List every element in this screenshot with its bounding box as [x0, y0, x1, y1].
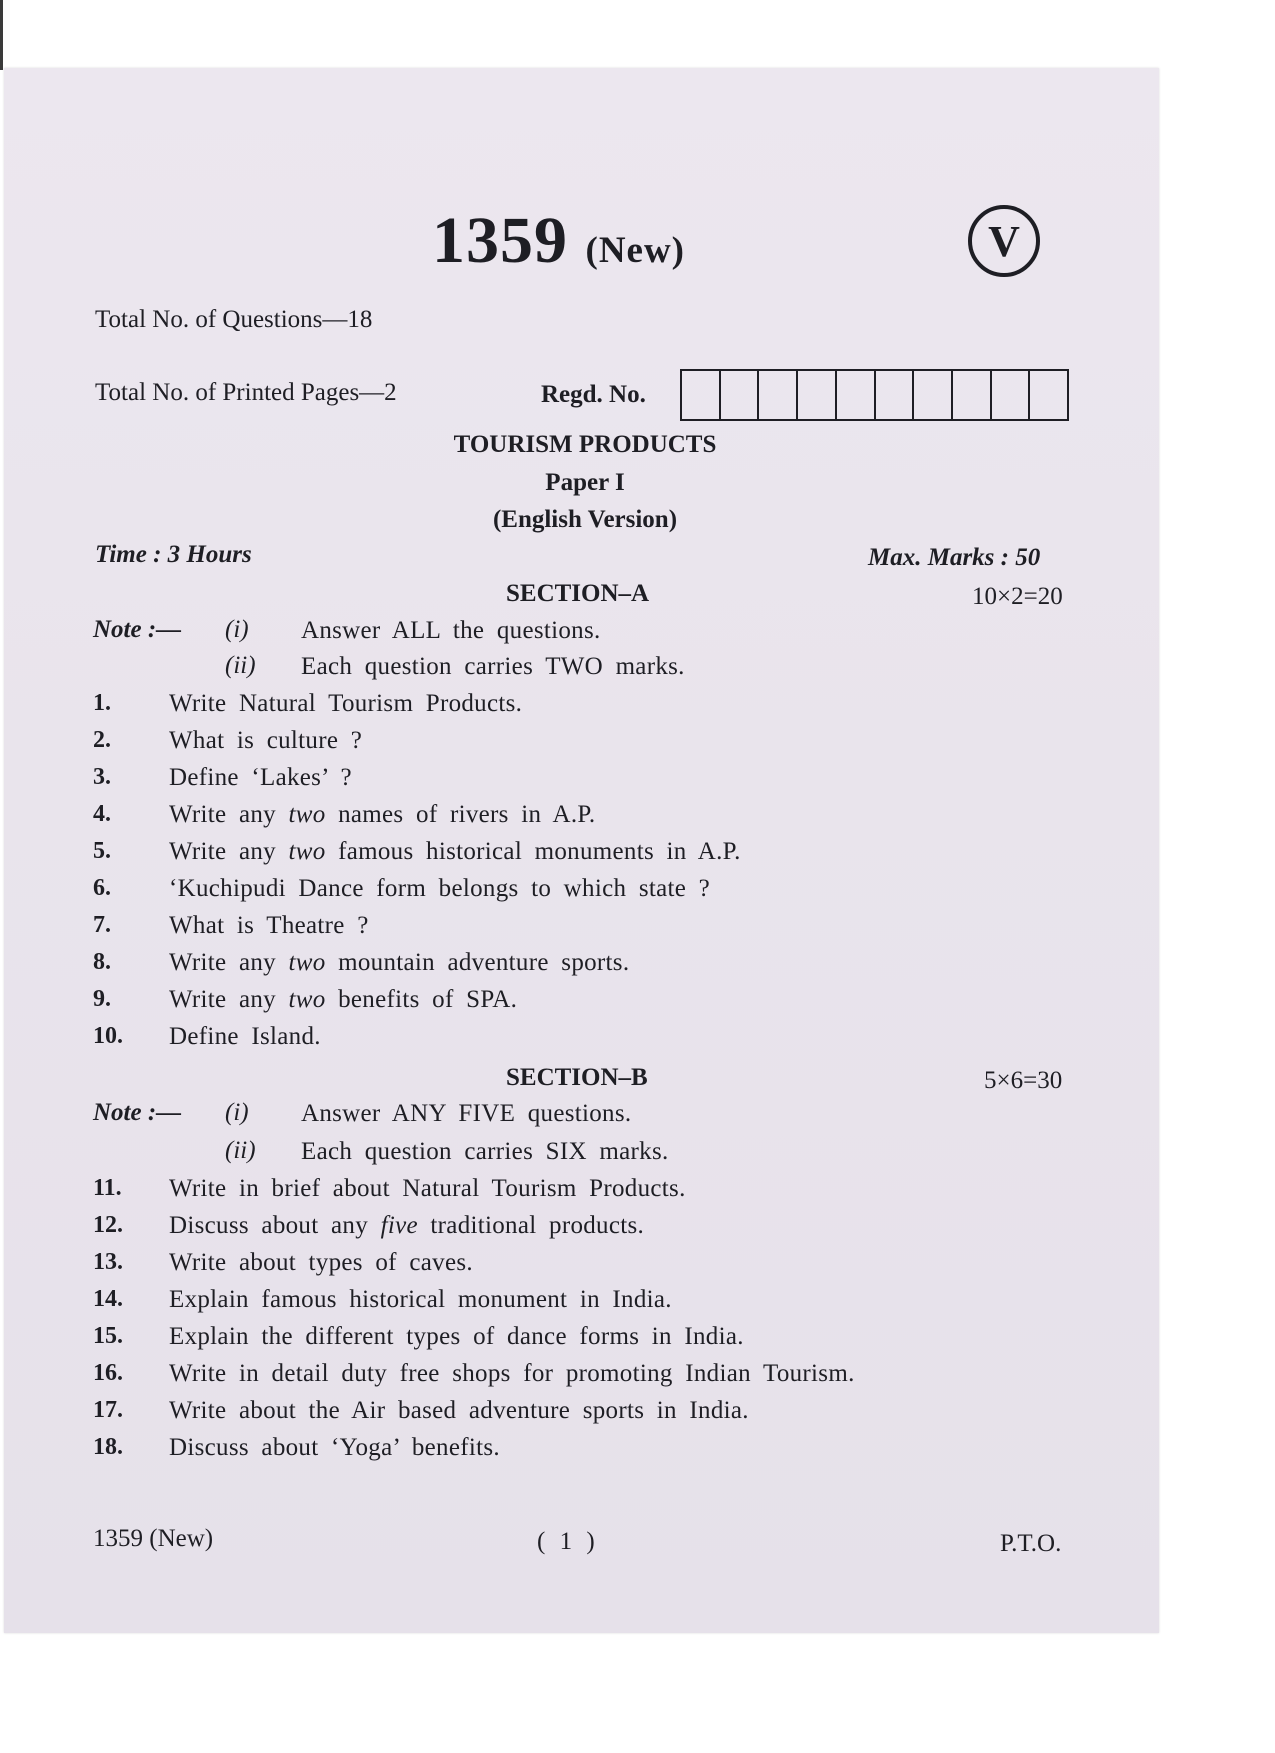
- question-number: 2.: [93, 727, 111, 753]
- total-questions: Total No. of Questions—18: [95, 306, 373, 333]
- question-number: 10.: [93, 1023, 123, 1049]
- question-text: Discuss about any five traditional products.: [169, 1212, 645, 1239]
- note-text: Answer ALL the questions.: [301, 617, 601, 644]
- note-num: (ii): [225, 652, 256, 679]
- version-mark: V: [988, 216, 1020, 266]
- page-number: ( 1 ): [537, 1528, 595, 1555]
- question-number: 17.: [93, 1397, 123, 1423]
- version-mark-circle: [968, 205, 1040, 277]
- note-num: (i): [225, 1099, 249, 1126]
- footer-code: 1359 (New): [93, 1525, 214, 1552]
- question-text: Write any two famous historical monuments in A.P.: [169, 838, 741, 865]
- question-text: Explain the different types of dance forms in India.: [169, 1323, 744, 1350]
- subject-title: TOURISM PRODUCTS: [453, 431, 717, 458]
- note-text: Each question carries SIX marks.: [301, 1138, 669, 1165]
- question-number: 13.: [93, 1249, 123, 1275]
- question-number: 11.: [93, 1175, 122, 1201]
- question-number: 9.: [93, 986, 111, 1012]
- note-num: (i): [225, 616, 249, 643]
- regd-label: Regd. No.: [541, 381, 646, 408]
- question-text: Write in detail duty free shops for promoting Indian Tourism.: [169, 1360, 855, 1387]
- paper-code-suffix: (New): [585, 230, 686, 271]
- question-text: ‘Kuchipudi Dance form belongs to which state ?: [169, 875, 711, 902]
- max-marks: Max. Marks : 50: [868, 544, 1041, 571]
- question-number: 8.: [93, 949, 111, 975]
- question-number: 15.: [93, 1323, 123, 1349]
- question-text: Write in brief about Natural Tourism Products.: [169, 1175, 686, 1202]
- total-pages: Total No. of Printed Pages—2: [95, 379, 397, 406]
- question-number: 18.: [93, 1434, 123, 1460]
- question-text: What is Theatre ?: [169, 912, 369, 939]
- note-text: Each question carries TWO marks.: [301, 653, 685, 680]
- question-text: Write any two benefits of SPA.: [169, 986, 518, 1013]
- section-b-marks: 5×6=30: [984, 1067, 1063, 1094]
- paper-code-number: 1359: [432, 204, 568, 277]
- section-b-title: SECTION–B: [506, 1064, 648, 1091]
- question-number: 1.: [93, 690, 111, 716]
- question-number: 14.: [93, 1286, 123, 1312]
- paper-number: Paper I: [545, 469, 625, 496]
- paper-code: [432, 203, 685, 279]
- section-a-note-label: Note :—: [93, 616, 182, 643]
- question-text: Define ‘Lakes’ ?: [169, 764, 352, 791]
- question-text: Write about the Air based adventure sports in India.: [169, 1397, 749, 1424]
- question-text: Write Natural Tourism Products.: [169, 690, 523, 717]
- question-number: 12.: [93, 1212, 123, 1238]
- scan-edge: [0, 0, 3, 70]
- question-number: 6.: [93, 875, 111, 901]
- language-version: (English Version): [492, 506, 678, 533]
- question-number: 16.: [93, 1360, 123, 1386]
- question-number: 7.: [93, 912, 111, 938]
- question-number: 5.: [93, 838, 111, 864]
- question-text: Write any two names of rivers in A.P.: [169, 801, 596, 828]
- question-text: What is culture ?: [169, 727, 363, 754]
- section-a-marks: 10×2=20: [972, 583, 1063, 610]
- section-a-title: SECTION–A: [506, 580, 650, 607]
- question-text: Explain famous historical monument in India.: [169, 1286, 672, 1313]
- pto-marker: P.T.O.: [1000, 1530, 1062, 1557]
- question-text: Write about types of caves.: [169, 1249, 473, 1276]
- question-number: 4.: [93, 801, 111, 827]
- time-allowed: Time : 3 Hours: [95, 541, 252, 568]
- question-text: Discuss about ‘Yoga’ benefits.: [169, 1434, 500, 1461]
- regd-number-boxes[interactable]: [680, 369, 1069, 421]
- note-text: Answer ANY FIVE questions.: [301, 1100, 632, 1127]
- question-text: Write any two mountain adventure sports.: [169, 949, 630, 976]
- section-b-note-label: Note :—: [93, 1099, 182, 1126]
- question-text: Define Island.: [169, 1023, 321, 1050]
- question-number: 3.: [93, 764, 111, 790]
- note-num: (ii): [225, 1137, 256, 1164]
